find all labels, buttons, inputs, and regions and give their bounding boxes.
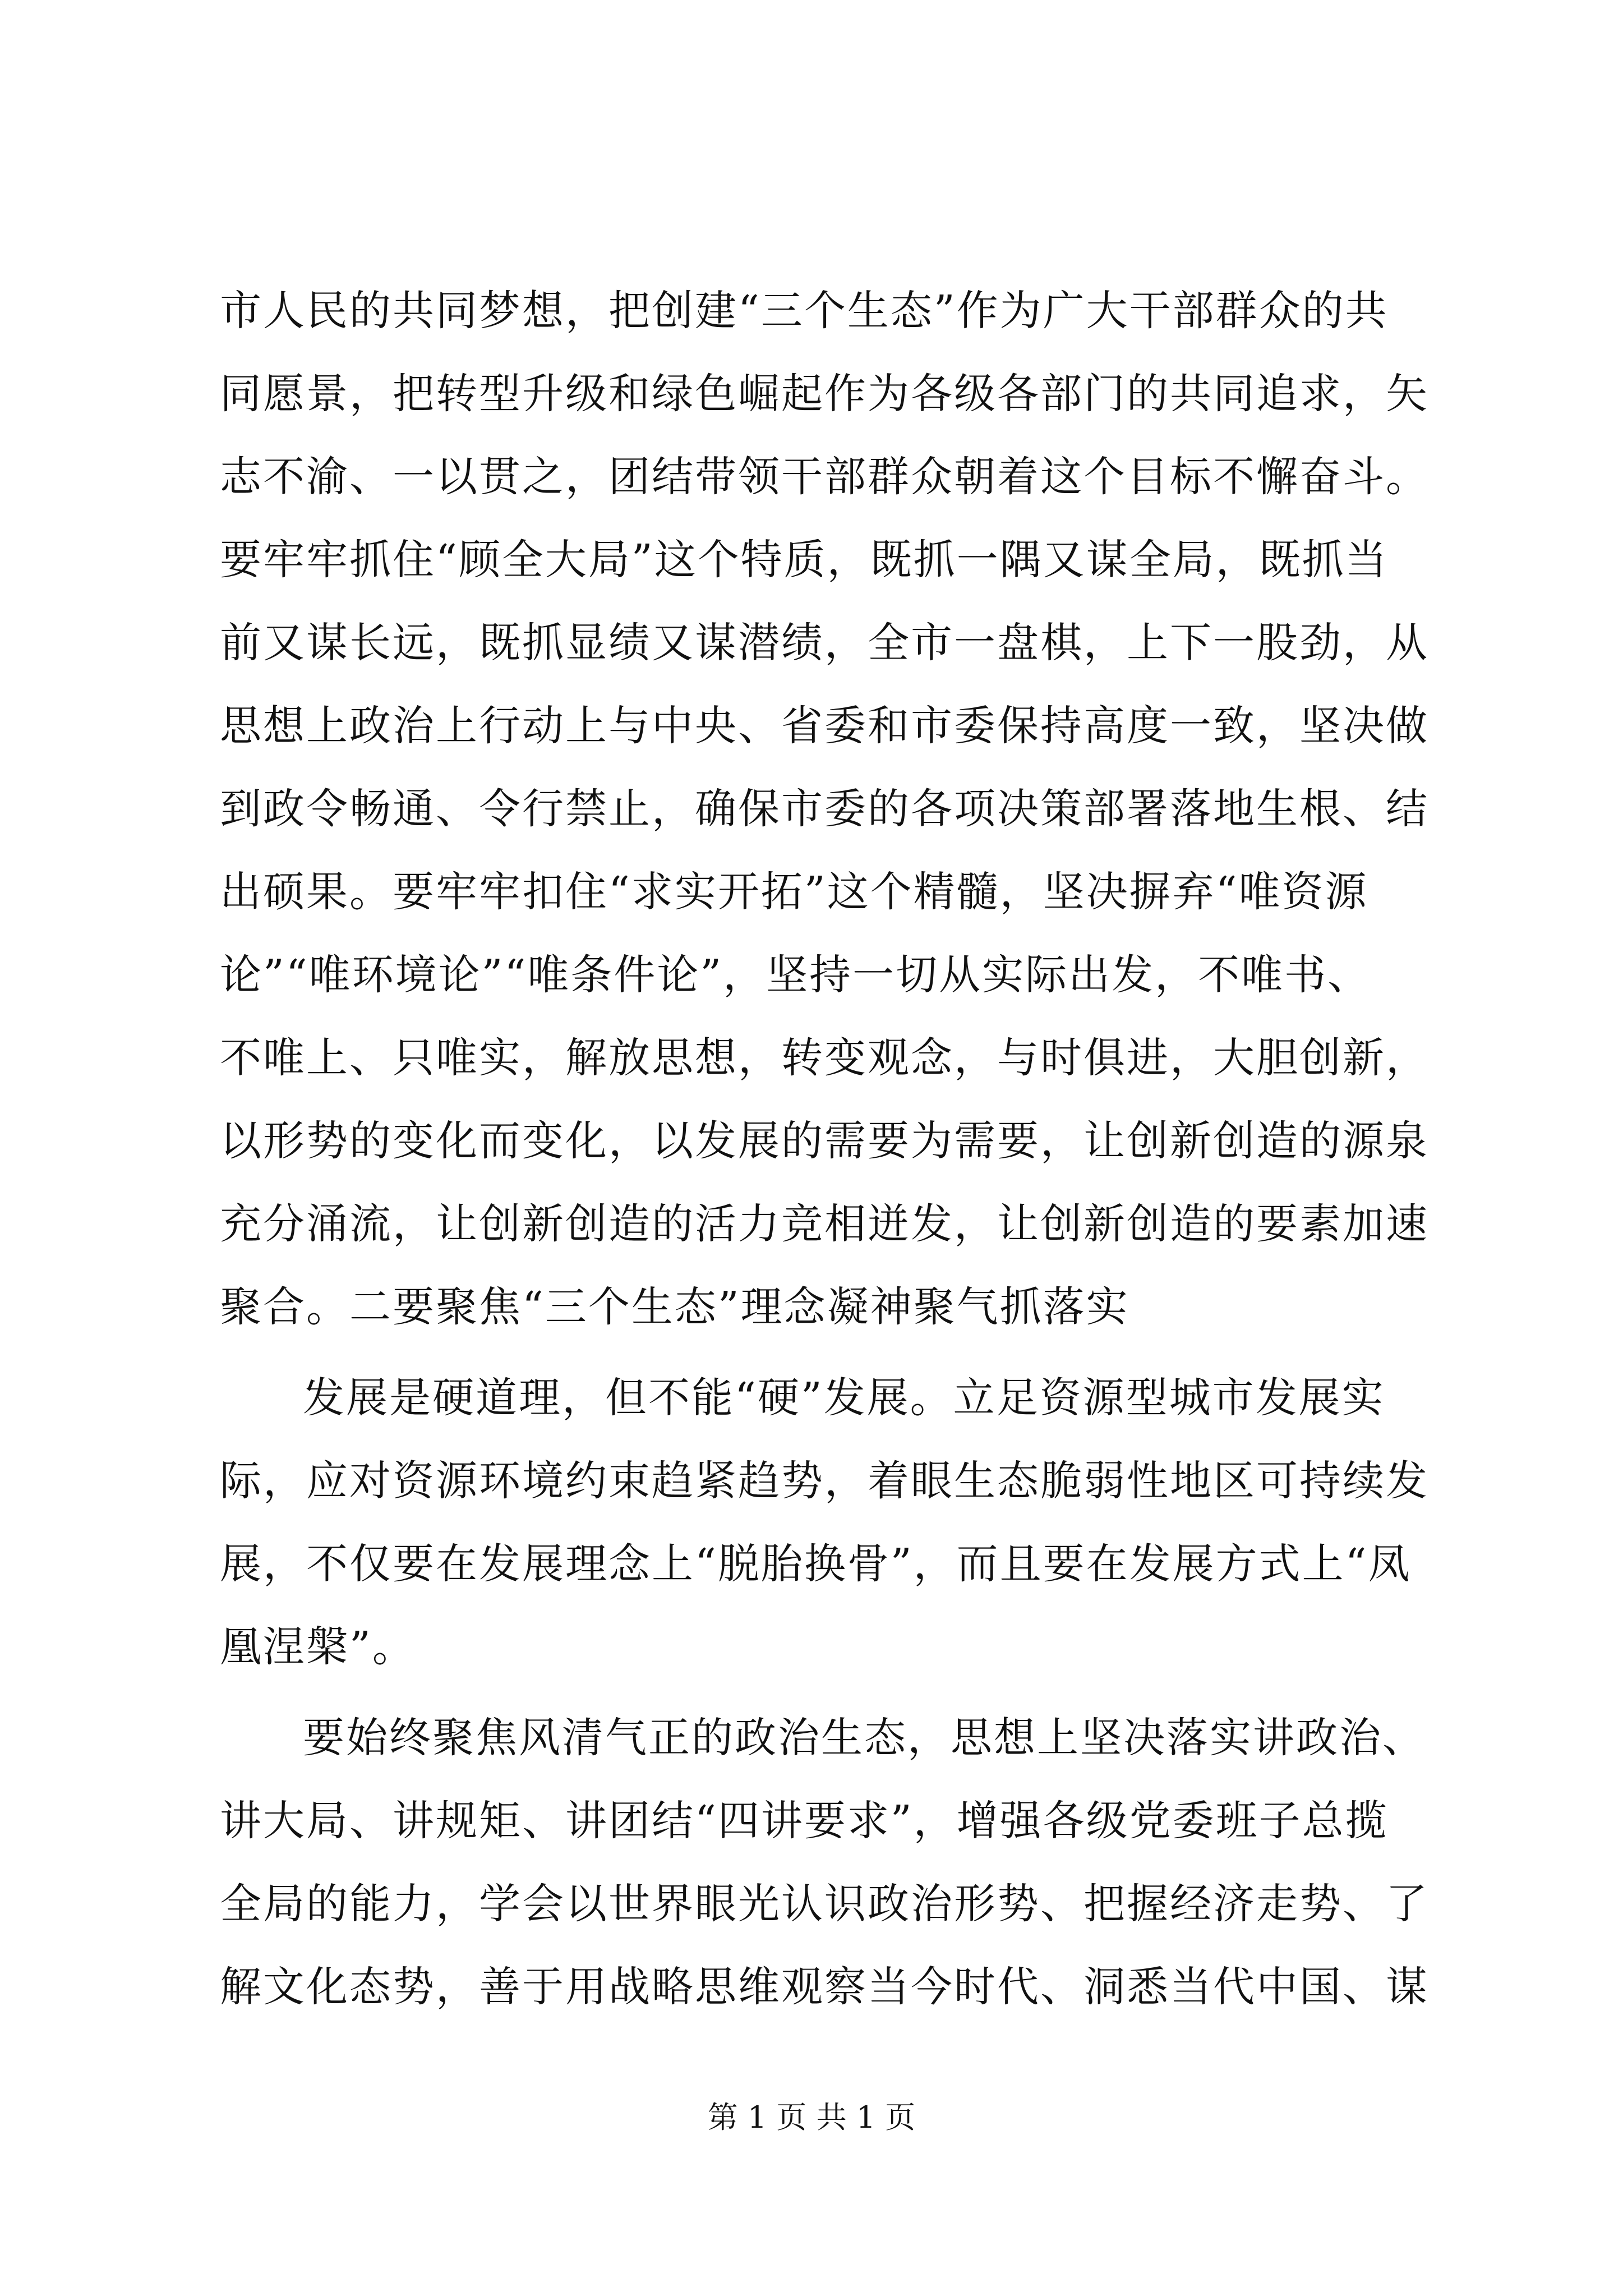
text-line: 论”“唯环境论”“唯条件论”，坚持一切从实际出发，不唯书、	[220, 951, 1371, 999]
text-line: 凰涅槃”。	[220, 1623, 416, 1671]
text-line: 以形势的变化而变化，以发展的需要为需要，让创新创造的源泉	[220, 1117, 1429, 1165]
text-line: 不唯上、只唯实，解放思想，转变观念，与时俱进，大胆创新，	[220, 1034, 1429, 1082]
text-line: 展，不仅要在发展理念上“脱胎换骨”，而且要在发展方式上“凤	[220, 1540, 1412, 1588]
text-line: 思想上政治上行动上与中央、省委和市委保持高度一致，坚决做	[220, 702, 1429, 750]
text-line: 聚合。二要聚焦“三个生态”理念凝神聚气抓落实	[220, 1283, 1129, 1331]
text-line: 志不渝、一以贯之，团结带领干部群众朝着这个目标不懈奋斗。	[220, 453, 1429, 501]
text-line: 出硕果。要牢牢扣住“求实开拓”这个精髓，坚决摒弃“唯资源	[220, 868, 1368, 916]
text-line: 讲大局、讲规矩、讲团结“四讲要求”，增强各级党委班子总揽	[220, 1797, 1389, 1845]
text-line: 全局的能力，学会以世界眼光认识政治形势、把握经济走势、了	[220, 1880, 1429, 1928]
text-line: 充分涌流，让创新创造的活力竞相迸发，让创新创造的要素加速	[220, 1200, 1429, 1248]
text-line: 解文化态势，善于用战略思维观察当今时代、洞悉当代中国、谋	[220, 1963, 1429, 2011]
text-line: 到政令畅通、令行禁止，确保市委的各项决策部署落地生根、结	[220, 785, 1429, 833]
text-line: 际，应对资源环境约束趋紧趋势，着眼生态脆弱性地区可持续发	[220, 1457, 1429, 1505]
paragraph-gap	[220, 1349, 1414, 1356]
document-body	[220, 269, 1429, 2028]
text-line: 前又谋长远，既抓显绩又谋潜绩，全市一盘棋，上下一股劲，从	[220, 619, 1429, 667]
page-number-footer: 第 1 页 共 1 页	[707, 2100, 916, 2135]
text-line: 市人民的共同梦想，把创建“三个生态”作为广大干部群众的共	[220, 287, 1389, 335]
paragraph-first-line: 发展是硬道理，但不能“硬”发展。立足资源型城市发展实	[303, 1374, 1385, 1422]
paragraph-gap	[220, 1688, 1414, 1696]
text-line: 要牢牢抓住“顾全大局”这个特质，既抓一隅又谋全局，既抓当	[220, 536, 1389, 584]
text-line: 同愿景，把转型升级和绿色崛起作为各级各部门的共同追求，矢	[220, 370, 1429, 418]
paragraph-first-line: 要始终聚焦风清气正的政治生态，思想上坚决落实讲政治、	[303, 1714, 1426, 1762]
